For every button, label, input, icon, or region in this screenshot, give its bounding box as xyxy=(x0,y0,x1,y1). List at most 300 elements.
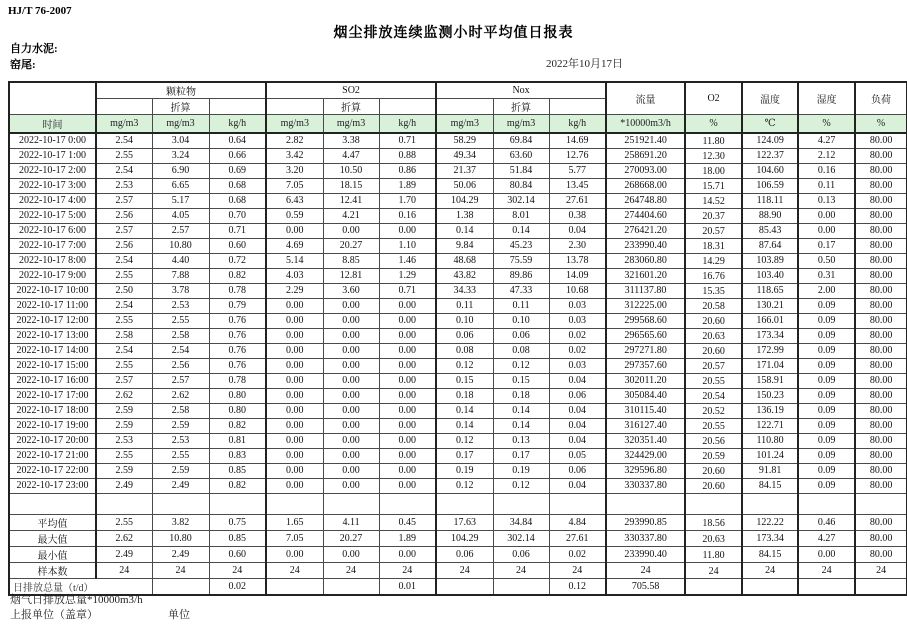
time-cell: 2022-10-17 23:00 xyxy=(9,478,96,493)
time-cell: 2022-10-17 8:00 xyxy=(9,253,96,268)
cell: 0.00 xyxy=(323,358,379,373)
col-load: 负荷 xyxy=(855,82,907,115)
cell: 20.52 xyxy=(685,403,742,418)
cell: 80.00 xyxy=(855,148,907,163)
cell: 0.00 xyxy=(798,223,855,238)
cell: 0.68 xyxy=(209,178,266,193)
cell: 0.38 xyxy=(549,208,606,223)
cell: 0.02 xyxy=(209,578,266,595)
cell: 80.00 xyxy=(855,268,907,283)
cell: 0.12 xyxy=(549,578,606,595)
cell: 0.01 xyxy=(379,578,436,595)
cell: 3.20 xyxy=(266,163,323,178)
cell: 0.80 xyxy=(209,388,266,403)
cell: 2.54 xyxy=(96,133,152,148)
cell: 0.72 xyxy=(209,253,266,268)
cell: 0.09 xyxy=(798,298,855,313)
unit-cell: mg/m3 xyxy=(152,115,209,134)
cell: 10.68 xyxy=(549,283,606,298)
cell: 7.88 xyxy=(152,268,209,283)
cell: 2.54 xyxy=(96,343,152,358)
cell: 0.18 xyxy=(436,388,493,403)
cell: 20.60 xyxy=(685,313,742,328)
cell: 2.53 xyxy=(152,298,209,313)
cell: 87.64 xyxy=(742,238,798,253)
cell: 0.00 xyxy=(266,298,323,313)
cell: 171.04 xyxy=(742,358,798,373)
summary-label: 样本数 xyxy=(9,562,96,578)
cell: 84.15 xyxy=(742,546,798,562)
cell: 14.09 xyxy=(549,268,606,283)
cell xyxy=(323,578,379,595)
cell: 0.76 xyxy=(209,328,266,343)
report-table xyxy=(8,81,907,596)
cell: 0.00 xyxy=(379,463,436,478)
cell: 80.00 xyxy=(855,283,907,298)
cell: 0.16 xyxy=(379,208,436,223)
header-row-units xyxy=(9,115,907,134)
cell: 24 xyxy=(606,562,685,578)
cell: 0.11 xyxy=(798,178,855,193)
col-temperature: 温度 xyxy=(742,82,798,115)
cell: 0.00 xyxy=(266,313,323,328)
time-cell: 2022-10-17 15:00 xyxy=(9,358,96,373)
cell: 7.05 xyxy=(266,530,323,546)
table-row xyxy=(9,463,907,478)
col-group-pm: 颗粒物 xyxy=(96,82,266,99)
cell: 299568.60 xyxy=(606,313,685,328)
cell: 0.15 xyxy=(436,373,493,388)
cell: 24 xyxy=(685,562,742,578)
cell: 34.84 xyxy=(493,514,549,530)
cell: 0.00 xyxy=(266,343,323,358)
cell: 18.31 xyxy=(685,238,742,253)
cell: 0.13 xyxy=(493,433,549,448)
cell: 0.04 xyxy=(549,373,606,388)
cell: 91.81 xyxy=(742,463,798,478)
cell: 0.04 xyxy=(549,478,606,493)
cell: 0.00 xyxy=(323,388,379,403)
cell: 0.06 xyxy=(436,328,493,343)
cell: 233990.40 xyxy=(606,546,685,562)
cell xyxy=(436,493,493,514)
cell: 0.05 xyxy=(549,448,606,463)
cell: 0.00 xyxy=(798,208,855,223)
cell: 110.80 xyxy=(742,433,798,448)
cell: 80.00 xyxy=(855,193,907,208)
cell: 9.84 xyxy=(436,238,493,253)
time-cell: 2022-10-17 9:00 xyxy=(9,268,96,283)
cell xyxy=(798,493,855,514)
cell: 2.62 xyxy=(152,388,209,403)
unit-cell: kg/h xyxy=(379,115,436,134)
cell: 17.63 xyxy=(436,514,493,530)
cell: 4.27 xyxy=(798,530,855,546)
cell: 0.18 xyxy=(493,388,549,403)
cell: 80.00 xyxy=(855,313,907,328)
cell: 0.12 xyxy=(436,358,493,373)
cell: 2.58 xyxy=(96,328,152,343)
cell: 0.10 xyxy=(493,313,549,328)
cell: 0.60 xyxy=(209,546,266,562)
table-body xyxy=(9,133,907,595)
cell: 0.71 xyxy=(209,223,266,238)
cell: 11.80 xyxy=(685,133,742,148)
cell: 2.55 xyxy=(96,358,152,373)
cell: 0.14 xyxy=(493,403,549,418)
time-cell: 2022-10-17 2:00 xyxy=(9,163,96,178)
cell: 0.06 xyxy=(549,463,606,478)
cell: 316127.40 xyxy=(606,418,685,433)
cell: 251921.40 xyxy=(606,133,685,148)
cell: 80.00 xyxy=(855,388,907,403)
cell: 43.82 xyxy=(436,268,493,283)
cell: 88.90 xyxy=(742,208,798,223)
empty-header-cell xyxy=(549,99,606,115)
cell: 0.17 xyxy=(493,448,549,463)
cell: 0.00 xyxy=(379,403,436,418)
table-row xyxy=(9,268,907,283)
summary-row xyxy=(9,546,907,562)
cell: 276421.20 xyxy=(606,223,685,238)
cell: 8.85 xyxy=(323,253,379,268)
cell: 0.17 xyxy=(436,448,493,463)
cell xyxy=(493,578,549,595)
cell: 18.15 xyxy=(323,178,379,193)
cell: 2.56 xyxy=(152,358,209,373)
cell: 45.23 xyxy=(493,238,549,253)
cell: 324429.00 xyxy=(606,448,685,463)
time-cell: 2022-10-17 4:00 xyxy=(9,193,96,208)
cell: 2.57 xyxy=(96,193,152,208)
cell: 13.78 xyxy=(549,253,606,268)
cell: 0.13 xyxy=(798,193,855,208)
time-cell: 2022-10-17 14:00 xyxy=(9,343,96,358)
cell: 122.37 xyxy=(742,148,798,163)
cell: 12.41 xyxy=(323,193,379,208)
cell: 0.06 xyxy=(436,546,493,562)
cell: 0.00 xyxy=(266,373,323,388)
cell: 27.61 xyxy=(549,193,606,208)
cell: 5.77 xyxy=(549,163,606,178)
cell: 1.46 xyxy=(379,253,436,268)
cell: 0.82 xyxy=(209,418,266,433)
cell: 330337.80 xyxy=(606,530,685,546)
cell: 0.04 xyxy=(549,403,606,418)
cell: 14.29 xyxy=(685,253,742,268)
col-humidity: 湿度 xyxy=(798,82,855,115)
cell: 80.00 xyxy=(855,373,907,388)
cell: 0.00 xyxy=(379,478,436,493)
cell: 0.00 xyxy=(266,223,323,238)
cell: 0.10 xyxy=(436,313,493,328)
empty-header-cell xyxy=(96,99,152,115)
company-label: 自力水泥: xyxy=(10,43,58,55)
cell: 3.82 xyxy=(152,514,209,530)
cell: 2.58 xyxy=(152,328,209,343)
cell: 80.00 xyxy=(855,463,907,478)
cell: 24 xyxy=(855,562,907,578)
cell xyxy=(742,578,798,595)
cell: 0.19 xyxy=(493,463,549,478)
cell: 0.00 xyxy=(379,343,436,358)
cell: 330337.80 xyxy=(606,478,685,493)
cell: 2.54 xyxy=(96,163,152,178)
cell xyxy=(493,493,549,514)
cell: 0.02 xyxy=(549,546,606,562)
cell xyxy=(855,493,907,514)
cell xyxy=(685,578,742,595)
cell: 80.84 xyxy=(493,178,549,193)
col-o2: O2 xyxy=(685,82,742,115)
time-cell: 2022-10-17 18:00 xyxy=(9,403,96,418)
table-row xyxy=(9,373,907,388)
table-row xyxy=(9,148,907,163)
cell: 0.08 xyxy=(436,343,493,358)
cell: 0.71 xyxy=(379,133,436,148)
cell: 0.19 xyxy=(436,463,493,478)
cell: 2.29 xyxy=(266,283,323,298)
time-cell: 2022-10-17 21:00 xyxy=(9,448,96,463)
cell: 2.55 xyxy=(96,148,152,163)
cell: 2.59 xyxy=(96,418,152,433)
cell: 0.16 xyxy=(798,163,855,178)
cell: 0.85 xyxy=(209,530,266,546)
cell: 2.56 xyxy=(96,238,152,253)
cell: 2.12 xyxy=(798,148,855,163)
cell: 0.00 xyxy=(323,546,379,562)
cell: 0.09 xyxy=(798,418,855,433)
cell: 310115.40 xyxy=(606,403,685,418)
cell: 0.09 xyxy=(798,388,855,403)
cell: 12.81 xyxy=(323,268,379,283)
cell: 173.34 xyxy=(742,328,798,343)
cell: 24 xyxy=(266,562,323,578)
time-cell: 2022-10-17 0:00 xyxy=(9,133,96,148)
cell xyxy=(742,493,798,514)
cell: 2.53 xyxy=(96,178,152,193)
cell: 20.60 xyxy=(685,463,742,478)
table-row xyxy=(9,418,907,433)
cell: 0.09 xyxy=(798,313,855,328)
cell: 106.59 xyxy=(742,178,798,193)
cell: 103.40 xyxy=(742,268,798,283)
cell: 20.55 xyxy=(685,418,742,433)
cell: 63.60 xyxy=(493,148,549,163)
header-row-groups xyxy=(9,82,907,99)
cell: 0.00 xyxy=(266,328,323,343)
cell: 0.12 xyxy=(493,478,549,493)
cell: 2.59 xyxy=(152,463,209,478)
cell: 80.00 xyxy=(855,253,907,268)
cell: 24 xyxy=(798,562,855,578)
cell: 268668.00 xyxy=(606,178,685,193)
cell: 8.01 xyxy=(493,208,549,223)
cell: 51.84 xyxy=(493,163,549,178)
time-cell: 2022-10-17 5:00 xyxy=(9,208,96,223)
cell: 80.00 xyxy=(855,546,907,562)
cell: 0.09 xyxy=(798,433,855,448)
unit-cell: mg/m3 xyxy=(323,115,379,134)
cell: 14.52 xyxy=(685,193,742,208)
cell: 0.04 xyxy=(549,223,606,238)
time-cell: 2022-10-17 12:00 xyxy=(9,313,96,328)
cell: 0.09 xyxy=(798,448,855,463)
cell: 4.47 xyxy=(323,148,379,163)
cell: 302011.20 xyxy=(606,373,685,388)
cell: 80.00 xyxy=(855,448,907,463)
cell: 20.63 xyxy=(685,530,742,546)
cell: 264748.80 xyxy=(606,193,685,208)
cell: 122.22 xyxy=(742,514,798,530)
cell: 0.00 xyxy=(266,388,323,403)
unit-cell: mg/m3 xyxy=(96,115,152,134)
table-row xyxy=(9,448,907,463)
cell: 130.21 xyxy=(742,298,798,313)
empty-header-cell xyxy=(9,82,96,115)
cell: 0.82 xyxy=(209,268,266,283)
cell: 1.89 xyxy=(379,530,436,546)
cell: 20.57 xyxy=(685,358,742,373)
cell: 80.00 xyxy=(855,223,907,238)
time-cell: 2022-10-17 11:00 xyxy=(9,298,96,313)
time-cell: 2022-10-17 6:00 xyxy=(9,223,96,238)
cell: 80.00 xyxy=(855,403,907,418)
cell: 7.05 xyxy=(266,178,323,193)
summary-label: 最小值 xyxy=(9,546,96,562)
cell: 0.00 xyxy=(379,313,436,328)
cell: 0.00 xyxy=(266,546,323,562)
cell: 20.27 xyxy=(323,238,379,253)
cell: 0.14 xyxy=(436,223,493,238)
cell: 16.76 xyxy=(685,268,742,283)
cell: 13.45 xyxy=(549,178,606,193)
report-unit-label: 上报单位（盖章） xyxy=(10,609,98,621)
empty-header-cell xyxy=(209,99,266,115)
cell: 20.57 xyxy=(685,223,742,238)
cell: 320351.40 xyxy=(606,433,685,448)
cell: 49.34 xyxy=(436,148,493,163)
cell: 20.60 xyxy=(685,343,742,358)
cell: 104.29 xyxy=(436,530,493,546)
cell: 0.04 xyxy=(549,418,606,433)
cell: 0.00 xyxy=(266,478,323,493)
cell: 2.57 xyxy=(152,223,209,238)
cell: 80.00 xyxy=(855,238,907,253)
cell xyxy=(9,493,96,514)
cell: 0.00 xyxy=(379,448,436,463)
cell: 0.14 xyxy=(436,418,493,433)
cell xyxy=(152,493,209,514)
cell: 0.08 xyxy=(493,343,549,358)
cell: 20.56 xyxy=(685,433,742,448)
cell: 80.00 xyxy=(855,163,907,178)
cell: 89.86 xyxy=(493,268,549,283)
cell: 4.69 xyxy=(266,238,323,253)
cell: 0.04 xyxy=(549,433,606,448)
cell: 80.00 xyxy=(855,478,907,493)
cell: 80.00 xyxy=(855,208,907,223)
unit-cell: mg/m3 xyxy=(493,115,549,134)
cell: 0.03 xyxy=(549,298,606,313)
cell: 0.09 xyxy=(798,328,855,343)
cell: 2.50 xyxy=(96,283,152,298)
subcol-converted: 折算 xyxy=(152,99,209,115)
cell: 20.58 xyxy=(685,298,742,313)
cell: 2.49 xyxy=(96,546,152,562)
table-row xyxy=(9,388,907,403)
cell: 0.00 xyxy=(323,478,379,493)
report-unit-line xyxy=(10,606,190,622)
unit-cell: kg/h xyxy=(209,115,266,134)
cell xyxy=(436,578,493,595)
cell: 0.00 xyxy=(266,358,323,373)
cell: 34.33 xyxy=(436,283,493,298)
table-row xyxy=(9,478,907,493)
cell: 0.03 xyxy=(549,358,606,373)
cell: 2.82 xyxy=(266,133,323,148)
cell: 158.91 xyxy=(742,373,798,388)
cell: 0.09 xyxy=(798,373,855,388)
cell: 0.00 xyxy=(323,373,379,388)
cell: 2.55 xyxy=(96,514,152,530)
unit-cell: % xyxy=(685,115,742,134)
cell: 118.65 xyxy=(742,283,798,298)
cell: 2.53 xyxy=(96,433,152,448)
cell: 2.30 xyxy=(549,238,606,253)
cell xyxy=(379,493,436,514)
cell: 2.62 xyxy=(96,530,152,546)
cell: 258691.20 xyxy=(606,148,685,163)
cell: 0.00 xyxy=(323,403,379,418)
col-time: 时间 xyxy=(9,115,96,134)
cell: 0.00 xyxy=(379,373,436,388)
cell: 85.43 xyxy=(742,223,798,238)
cell: 80.00 xyxy=(855,328,907,343)
empty-header-cell xyxy=(436,99,493,115)
cell: 24 xyxy=(96,562,152,578)
cell: 293990.85 xyxy=(606,514,685,530)
cell: 21.37 xyxy=(436,163,493,178)
cell: 11.80 xyxy=(685,546,742,562)
cell: 305084.40 xyxy=(606,388,685,403)
cell: 2.54 xyxy=(152,343,209,358)
cell: 0.09 xyxy=(798,358,855,373)
cell: 166.01 xyxy=(742,313,798,328)
cell: 2.57 xyxy=(152,373,209,388)
cell: 0.00 xyxy=(266,418,323,433)
cell: 0.86 xyxy=(379,163,436,178)
cell: 80.00 xyxy=(855,343,907,358)
table-row xyxy=(9,313,907,328)
table-row xyxy=(9,193,907,208)
cell: 0.71 xyxy=(379,283,436,298)
cell: 0.11 xyxy=(493,298,549,313)
table-row xyxy=(9,208,907,223)
cell: 0.14 xyxy=(493,223,549,238)
cell: 1.70 xyxy=(379,193,436,208)
col-flow: 流量 xyxy=(606,82,685,115)
cell: 2.59 xyxy=(96,463,152,478)
cell: 1.89 xyxy=(379,178,436,193)
cell: 10.50 xyxy=(323,163,379,178)
cell: 50.06 xyxy=(436,178,493,193)
cell: 0.00 xyxy=(323,418,379,433)
cell: 0.78 xyxy=(209,373,266,388)
daily-total-row xyxy=(9,578,907,595)
cell xyxy=(685,493,742,514)
cell: 0.00 xyxy=(323,343,379,358)
